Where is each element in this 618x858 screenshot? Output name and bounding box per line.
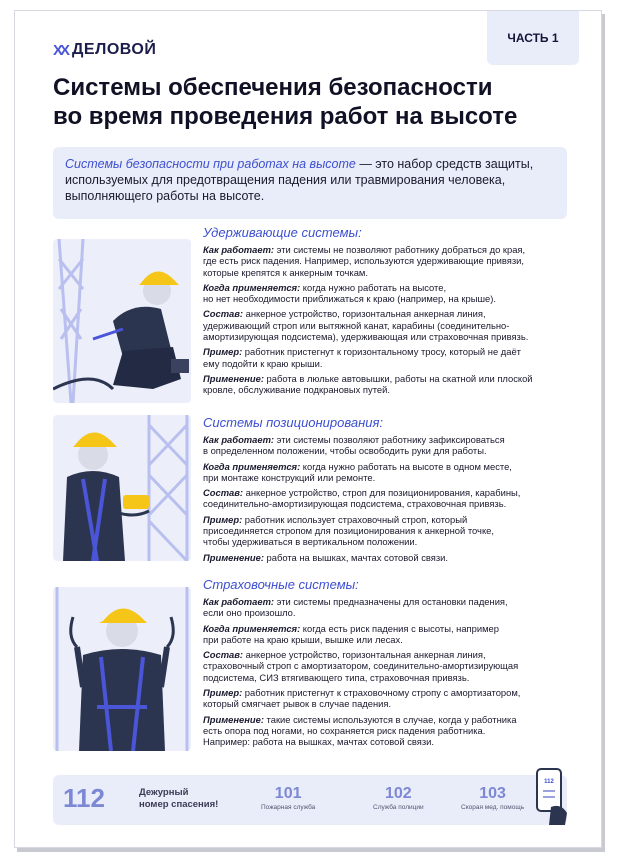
para-line: работник использует страховочный строп, который xyxy=(242,513,468,525)
restraint-text xyxy=(203,225,575,400)
service-fire xyxy=(261,785,315,811)
fall-arrest-text xyxy=(203,577,575,752)
fall-arrest-worker-illustration xyxy=(53,587,191,751)
para-line: кровле, обслуживание подкрановых путей. xyxy=(203,384,390,396)
para-line: работа на вышках, мачтах сотовой связи. xyxy=(263,551,448,563)
para-line: но нет необходимости приближаться к краю (например, на крыше). xyxy=(203,293,496,305)
emergency-numbers-bar xyxy=(53,775,567,825)
title-line-1: Системы обеспечения безопасности xyxy=(53,74,493,101)
para-how xyxy=(203,434,575,457)
page-title xyxy=(53,73,573,131)
para-usage xyxy=(203,373,575,396)
para-line: страховочный строп с амортизатором, соединительно-амортизирующая xyxy=(203,660,519,672)
para-line: когда нужно работать на высоте, xyxy=(300,281,447,293)
para-line: анкерное устройство, строп для позиционирования, карабины, xyxy=(243,487,521,499)
intro-rest: — это набор средств защиты, xyxy=(355,157,534,171)
para-line: присоединяется стропом для позиционирования к анкерной точке, xyxy=(203,525,494,537)
intro-line-2: используемых для предотвращения падения или травмирования человека, xyxy=(65,173,506,187)
para-line: соединительно-амортизирующая подсистема, страховочная привязь. xyxy=(203,498,507,510)
main-emergency-number: 112 xyxy=(63,783,105,813)
para-label: Как работает: xyxy=(203,434,275,445)
para-label: Применение: xyxy=(203,713,264,725)
service-number: 102 xyxy=(384,785,412,802)
para-line: анкерное устройство, горизонтальная анкерная линия, xyxy=(243,308,486,320)
para-example xyxy=(203,514,575,548)
section-title: Страховочные системы: xyxy=(203,577,359,592)
main-emergency-label xyxy=(139,787,249,811)
part-badge: ЧАСТЬ 1 xyxy=(487,11,579,65)
para-line: который смягчает рывок в случае падения. xyxy=(203,698,392,710)
para-example xyxy=(203,687,575,710)
service-police xyxy=(373,785,424,811)
para-label: Состав: xyxy=(203,487,244,499)
para-line: эти системы не позволяют работнику добраться до края, xyxy=(274,244,526,255)
para-how xyxy=(203,596,575,619)
main-label-line-1: Дежурный xyxy=(139,787,189,798)
phone-icon xyxy=(531,767,575,827)
para-label: Пример: xyxy=(203,513,243,525)
para-line: когда нужно работать на высоте в одном месте, xyxy=(300,460,512,472)
intro-line-3: выполняющего работы на высоте. xyxy=(65,189,265,203)
para-line: удерживающий строп или вытяжной канат, карабины (соединительно- xyxy=(203,319,510,331)
para-composition xyxy=(203,649,575,683)
intro-highlight: Системы безопасности при работах на высоте xyxy=(65,157,356,171)
para-label: Когда применяется: xyxy=(203,622,301,634)
para-line: такие системы используются в случае, когда у работника xyxy=(263,713,517,725)
service-label: Служба полиции xyxy=(373,804,424,811)
para-line: когда есть риск падения с высоты, например xyxy=(300,622,499,634)
para-label: Применение: xyxy=(203,372,264,384)
para-line: работник пристегнут к горизонтальному тросу, который не даёт xyxy=(242,346,521,358)
para-when xyxy=(203,282,575,305)
para-label: Состав: xyxy=(203,308,244,320)
para-line: ему подойти к краю крыши. xyxy=(203,357,323,369)
para-line: подсистема, СИЗ втягивающего типа, страховочная привязь. xyxy=(203,671,470,683)
para-line: амортизирующая подсистема), удерживающая или страховочная привязь. xyxy=(203,331,529,343)
para-usage xyxy=(203,714,575,748)
para-label: Как работает: xyxy=(203,244,275,255)
para-usage xyxy=(203,552,575,563)
title-line-2: во время проведения работ на высоте xyxy=(53,103,518,130)
para-line: работник пристегнут к страховочному стропу с амортизатором, xyxy=(242,687,521,699)
logo-text: ДЕЛОВОЙ xyxy=(72,41,157,58)
section-title: Удерживающие системы: xyxy=(203,225,362,240)
para-line: эти системы позволяют работнику зафиксироваться xyxy=(274,434,505,445)
intro-box xyxy=(53,147,567,219)
poster-page xyxy=(14,10,602,848)
para-when xyxy=(203,461,575,484)
brand-logo xyxy=(53,41,156,59)
para-line: где есть риск падения. Например, используются удерживающие привязи, xyxy=(203,255,524,267)
para-line: в определенном положении, чтобы освободить руки для работы. xyxy=(203,445,487,457)
service-number: 101 xyxy=(274,785,302,802)
positioning-text xyxy=(203,415,575,567)
phone-screen-number: 112 xyxy=(544,779,554,785)
section-title: Системы позиционирования: xyxy=(203,415,384,430)
service-number: 103 xyxy=(479,785,506,802)
para-label: Применение: xyxy=(203,551,264,563)
para-line: чтобы удерживаться в вертикальном положении. xyxy=(203,536,418,548)
para-line: работа в люльке автовышки, работы на скатной или плоской xyxy=(263,372,533,384)
para-label: Как работает: xyxy=(203,596,275,607)
para-how xyxy=(203,244,575,278)
para-composition xyxy=(203,487,575,510)
para-label: Пример: xyxy=(203,346,243,358)
para-label: Состав: xyxy=(203,649,244,661)
para-composition xyxy=(203,308,575,342)
para-when xyxy=(203,623,575,646)
para-line: если оно произошло. xyxy=(203,607,296,619)
para-label: Когда применяется: xyxy=(203,281,301,293)
restraint-worker-illustration xyxy=(53,239,191,403)
para-line: есть опора под ногами, но сохраняется риск падения работника. xyxy=(203,724,486,736)
service-ambulance xyxy=(461,785,524,811)
service-label: Пожарная служба xyxy=(261,804,316,811)
para-line: эти системы предназначены для остановки падения, xyxy=(274,596,508,607)
para-label: Пример: xyxy=(203,687,243,699)
para-line: Например: работа на вышках, мачтах сотовой связи. xyxy=(203,736,435,748)
para-line: анкерное устройство, горизонтальная анкерная линия, xyxy=(243,649,486,661)
para-line: при работе на краю крыши, вышке или лесах. xyxy=(203,633,403,645)
para-line: которые крепятся к анкерным точкам. xyxy=(203,266,368,278)
logo-mark-icon: XX xyxy=(53,41,68,59)
para-example xyxy=(203,346,575,369)
para-line: при монтаже конструкций или ремонте. xyxy=(203,471,376,483)
para-label: Когда применяется: xyxy=(203,460,301,472)
service-label: Скорая мед. помощь xyxy=(461,804,525,811)
positioning-worker-illustration xyxy=(53,415,191,561)
main-label-line-2: номер спасения! xyxy=(139,799,219,810)
